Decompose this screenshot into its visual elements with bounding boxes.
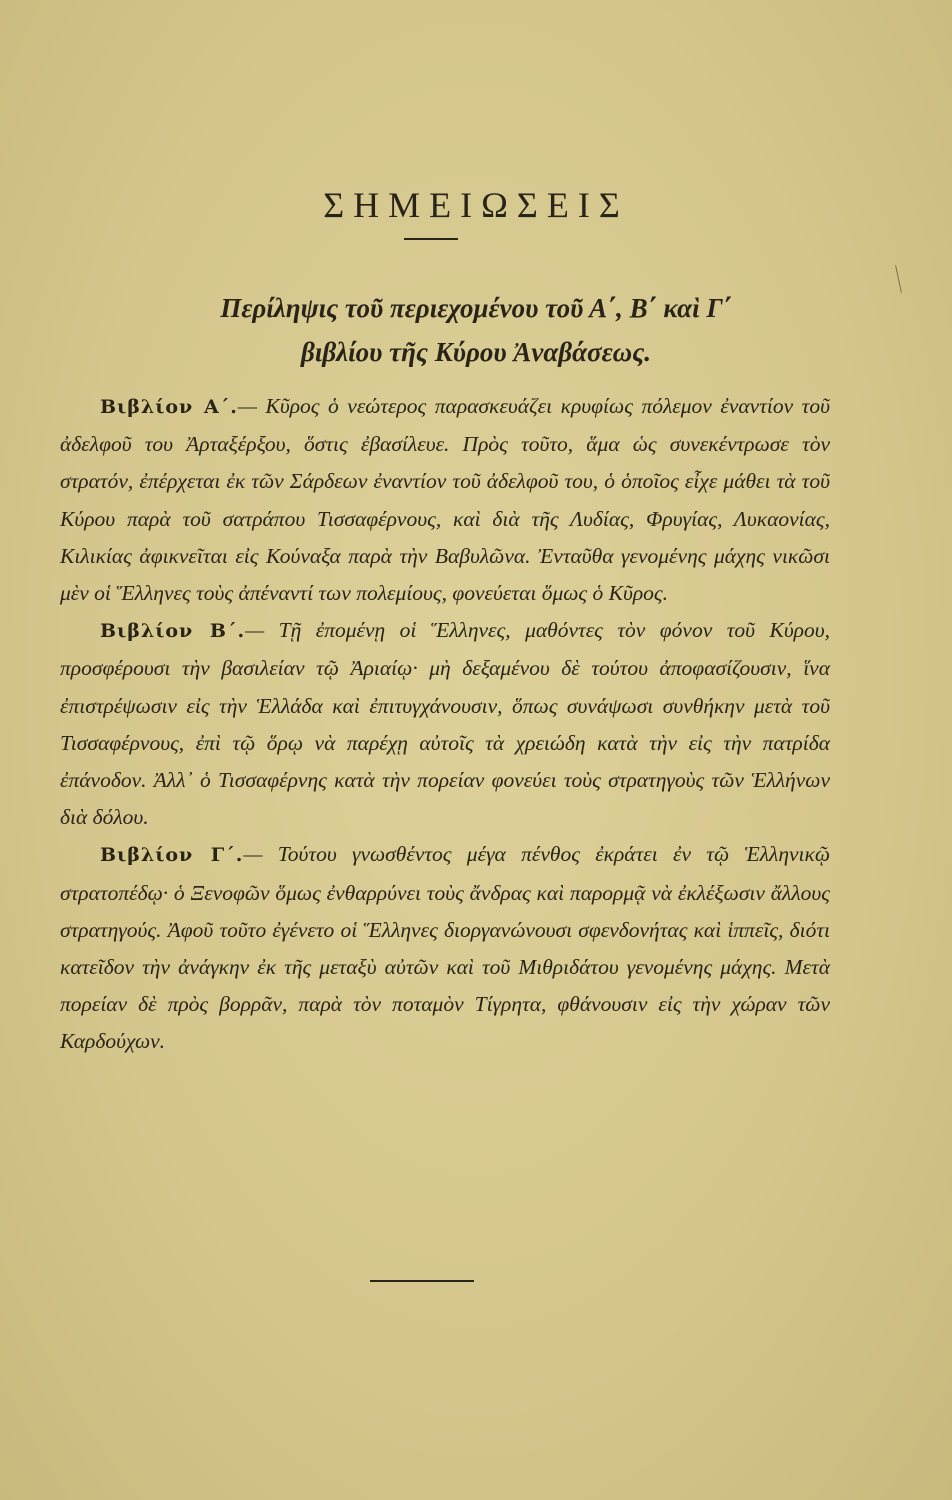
- page-title: ΣΗΜΕΙΩΣΕΙΣ: [323, 185, 629, 226]
- paragraph-book-3: [60, 836, 830, 1060]
- margin-mark: [895, 265, 902, 293]
- title-rule: [404, 238, 458, 240]
- book-label: Βιβλίον Β΄.: [100, 620, 246, 643]
- body-text: [60, 388, 830, 1061]
- book-label: Βιβλίον Α΄.: [100, 396, 238, 418]
- closing-rule: [370, 1280, 474, 1282]
- paragraph-text: — Κῦρος ὁ νεώτερος παρασκευάζει κρυφίως πόλεμον ἐναντίον τοῦ ἀδελφοῦ του Ἀρταξέρξου, ὅστις ἐβασίλευε. Πρὸς τοῦτο, ἅμα ὡς συνεκέντρωσε τὸν στρατόν, ἐπέρχεται ἐκ τῶν Σάρδεων ἐναντίον τοῦ ἀδελφοῦ του, ὁ ὁποῖος εἶχε μάθει τὰ τοῦ Κύρου παρὰ τοῦ σατράπου Τισσαφέρνους, καὶ διὰ τῆς Λυδίας, Φρυγίας, Λυκαονίας, Κιλικίας ἀφικνεῖται εἰς Κούναξα παρὰ τὴν Βαβυλῶνα. Ἐνταῦθα γενομένης μάχης νικῶσι μὲν οἱ Ἕλληνες τοὺς ἀπέναντί των πολεμίους, φονεύεται ὅμως ὁ Κῦρος.: [60, 394, 830, 606]
- paragraph-book-2: [60, 612, 830, 836]
- paragraph-text: — Τῇ ἐπομένῃ οἱ Ἕλληνες, μαθόντες τὸν φόνον τοῦ Κύρου, προσφέρουσι τὴν βασιλείαν τῷ Ἀριαίῳ· μὴ δεξαμένου δὲ τούτου ἀποφασίζουσιν, ἵνα ἐπιστρέψωσιν εἰς τὴν Ἑλλάδα καὶ ἐπιτυγχάνουσιν, ὅπως συνάψωσι συνθήκην μετὰ τοῦ Τισσαφέρνους, ἐπὶ τῷ ὅρῳ νὰ παρέχῃ αὐτοῖς τὰ χρειώδη κατὰ τὴν εἰς τὴν πατρίδα ἐπάνοδον. Ἀλλ᾽ ὁ Τισσαφέρνης κατὰ τὴν πορείαν φονεύει τοὺς στρατηγοὺς τῶν Ἑλλήνων διὰ δόλου.: [60, 618, 830, 830]
- subtitle-line-2: βιβλίου τῆς Κύρου Ἀναβάσεως.: [301, 337, 651, 367]
- section-subtitle: [70, 286, 882, 374]
- paragraph-book-1: [60, 388, 830, 612]
- paragraph-text: — Τούτου γνωσθέντος μέγα πένθος ἐκράτει ἐν τῷ Ἑλληνικῷ στρατοπέδῳ· ὁ Ξενοφῶν ὅμως ἐνθαρρύνει τοὺς ἄνδρας καὶ παρορμᾷ νὰ ἐκλέξωσιν ἄλλους στρατηγούς. Ἀφοῦ τοῦτο ἐγένετο οἱ Ἕλληνες διοργανώνουσι σφενδονήτας καὶ ἱππεῖς, διότι κατεῖδον τὴν ἀνάγκην ἐκ τῆς μεταξὺ αὐτῶν καὶ τοῦ Μιθριδάτου γενομένης μάχης. Μετὰ πορείαν δὲ πρὸς βορρᾶν, παρὰ τὸν ποταμὸν Τίγρητα, φθάνουσιν εἰς τὴν χώραν τῶν Καρδούχων.: [60, 842, 830, 1054]
- subtitle-line-1: Περίληψις τοῦ περιεχομένου τοῦ Α΄, Β΄ καὶ Γ΄: [220, 293, 732, 323]
- book-label: Βιβλίον Γ΄.: [100, 844, 244, 867]
